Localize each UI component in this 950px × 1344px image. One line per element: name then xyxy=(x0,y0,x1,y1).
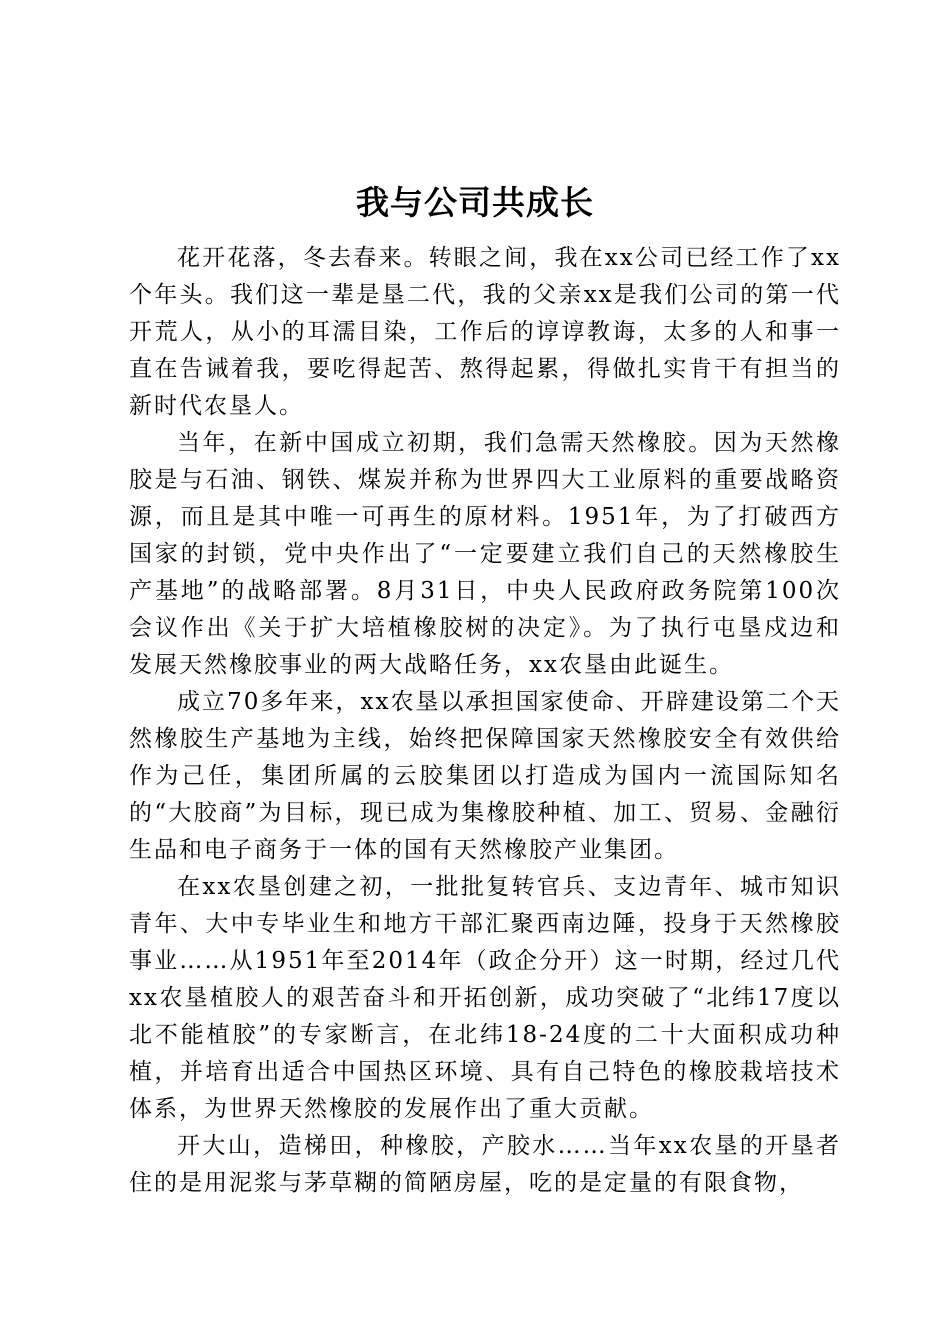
document-title: 我与公司共成长 xyxy=(356,183,594,222)
paragraph: 当年，在新中国成立初期，我们急需天然橡胶。因为天然橡胶是与石油、钢铁、煤炭并称为世界四大工业原料的重要战略资源，而且是其中唯一可再生的原材料。1951年，为了打破西方国家的封锁，党中央作出了“一定要建立我们自己的天然橡胶生产基地”的战略部署。8月31日，中央人民政府政务院第100次会议作出《关于扩大培植橡胶树的决定》。为了执行屯垦戍边和发展天然橡胶事业的两大战略任务，xx农垦由此诞生。 xyxy=(129,430,841,678)
document-body xyxy=(129,240,841,1202)
paragraph: 花开花落，冬去春来。转眼之间，我在xx公司已经工作了xx个年头。我们这一辈是垦二代，我的父亲xx是我们公司的第一代开荒人，从小的耳濡目染，工作后的谆谆教诲，太多的人和事一直在告诫着我，要吃得起苦、熬得起累，得做扎实肯干有担当的新时代农垦人。 xyxy=(129,245,841,419)
paragraph: 开大山，造梯田，种橡胶，产胶水……当年xx农垦的开垦者住的是用泥浆与茅草糊的简陋房屋，吃的是定量的有限食物， xyxy=(129,1133,841,1196)
paragraph: 成立70多年来，xx农垦以承担国家使命、开辟建设第二个天然橡胶生产基地为主线，始终把保障国家天然橡胶安全有效供给作为己任，集团所属的云胶集团以打造成为国内一流国际知名的“大胶商”为目标，现已成为集橡胶种植、加工、贸易、金融衍生品和电子商务于一体的国有天然橡胶产业集团。 xyxy=(129,689,841,863)
paragraph: 在xx农垦创建之初，一批批复转官兵、支边青年、城市知识青年、大中专毕业生和地方干部汇聚西南边陲，投身于天然橡胶事业……从1951年至2014年（政企分开）这一时期，经过几代xx农垦植胶人的艰苦奋斗和开拓创新，成功突破了“北纬17度以北不能植胶”的专家断言，在北纬18-24度的二十大面积成功种植，并培育出适合中国热区环境、具有自己特色的橡胶栽培技术体系，为世界天然橡胶的发展作出了重大贡献。 xyxy=(129,874,841,1122)
